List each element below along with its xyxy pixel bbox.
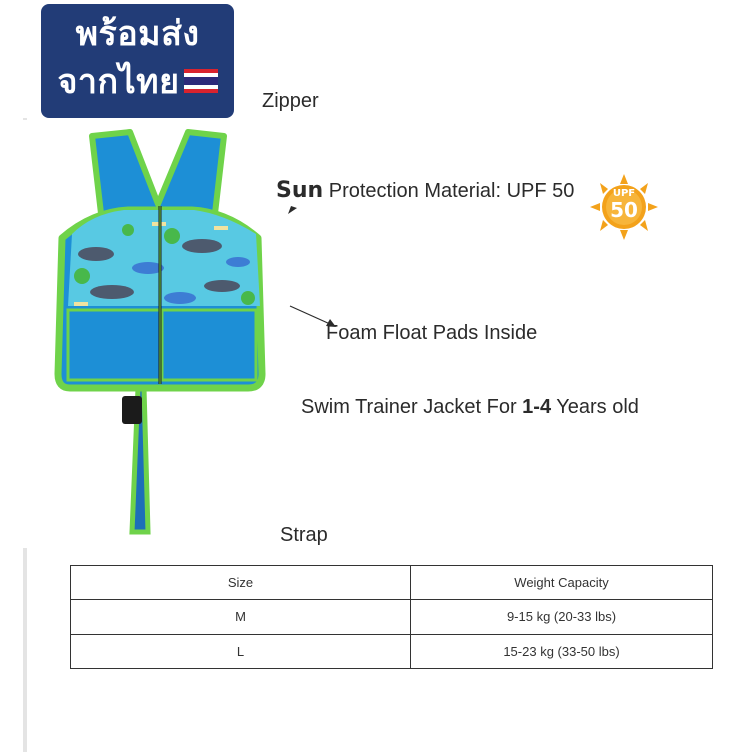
table-row	[71, 634, 713, 668]
swim-vest-image	[52, 126, 266, 538]
age-suffix: Years old	[551, 396, 639, 418]
sun-protection-rest: Protection Material: UPF 50	[323, 180, 575, 202]
table-header-row	[71, 566, 713, 600]
ready-to-ship-badge	[41, 4, 234, 118]
left-edge-line-lower	[23, 548, 27, 752]
cell-size: L	[71, 634, 411, 668]
header-weight-capacity: Weight Capacity	[411, 566, 713, 600]
sun-arrow	[287, 204, 299, 216]
upf-badge-value: 50	[610, 198, 638, 222]
upf-badge-top: UPF	[612, 188, 636, 199]
age-range: 1-4	[522, 396, 552, 418]
left-edge-line	[23, 118, 27, 120]
sun-word: Sun	[276, 178, 324, 203]
upf-badge-text	[590, 188, 658, 221]
thailand-flag-icon	[184, 69, 218, 93]
strap-label-clip	[280, 522, 347, 548]
zipper-label: Zipper	[262, 90, 319, 112]
header-size: Size	[71, 566, 411, 600]
strap-label: Strap	[280, 524, 328, 546]
badge-line-1: พร้อมส่ง	[75, 14, 200, 54]
foam-pads-label: Foam Float Pads Inside	[326, 322, 538, 344]
badge-line-2	[41, 58, 234, 106]
table-row	[71, 600, 713, 634]
cell-size: M	[71, 600, 411, 634]
cell-weight: 15-23 kg (33-50 lbs)	[411, 634, 713, 668]
sun-protection-label	[276, 178, 574, 203]
size-weight-table	[70, 565, 713, 669]
age-prefix: Swim Trainer Jacket For	[301, 396, 523, 418]
cell-weight: 9-15 kg (20-33 lbs)	[411, 600, 713, 634]
age-label	[301, 396, 639, 419]
badge-line-2-text: จากไทย	[57, 62, 180, 102]
